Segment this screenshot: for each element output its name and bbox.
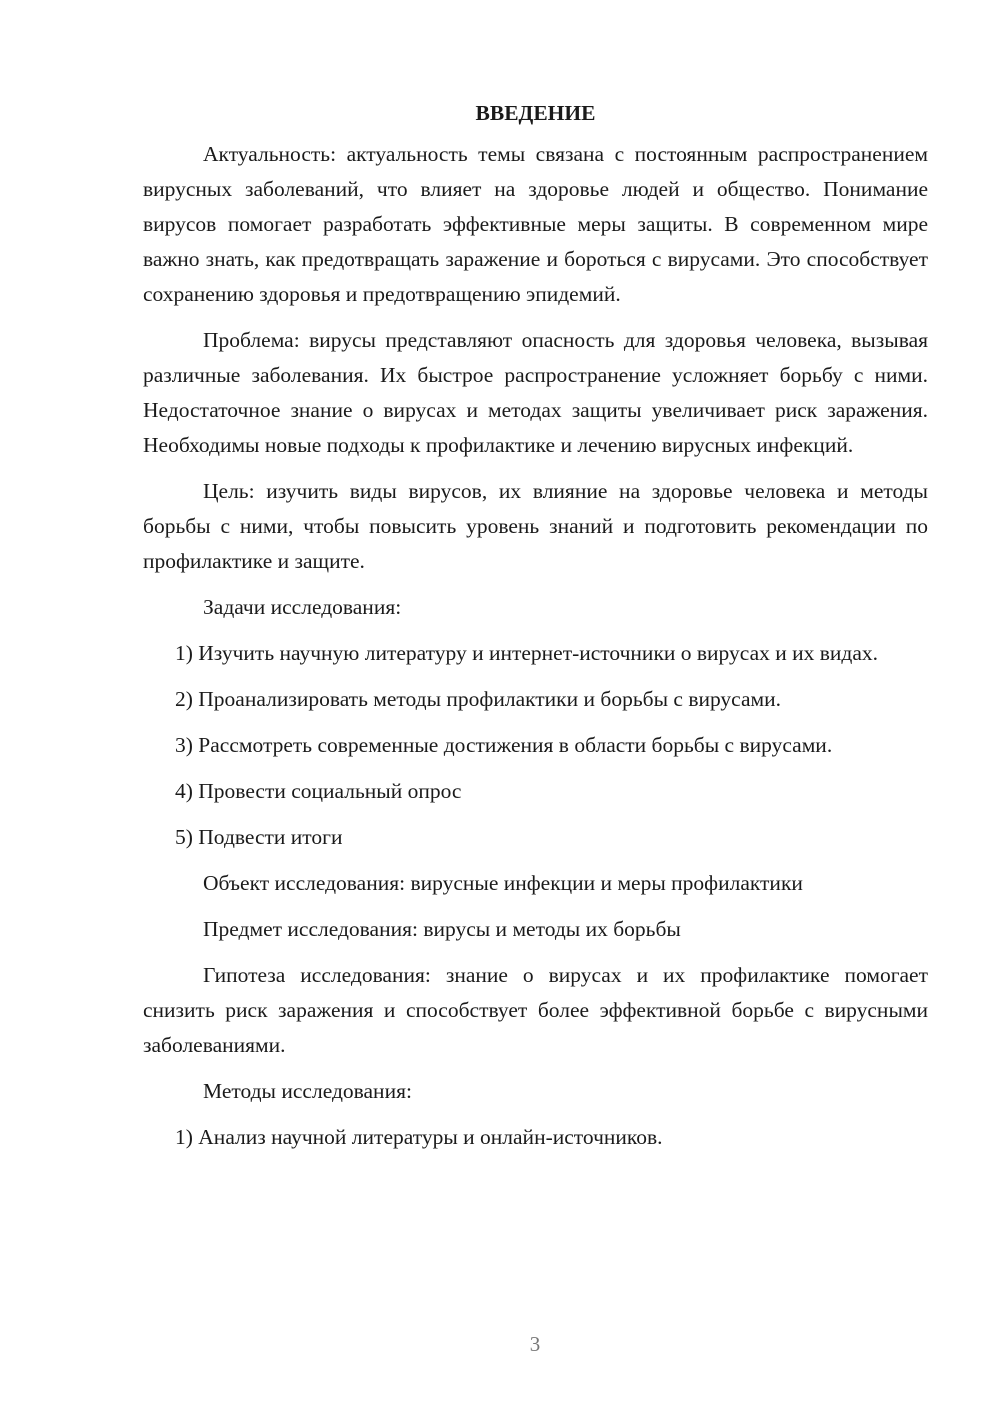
task-item: 4) Провести социальный опрос [175, 779, 462, 803]
research-hypothesis: Гипотеза исследования: знание о вирусах и их профилактике помогает снизить риск заражения и способствует более эффективной борьбе с вирусными заболеваниями. [143, 963, 928, 1057]
section-title: ВВЕДЕНИЕ [475, 101, 596, 125]
research-object: Объект исследования: вирусные инфекции и меры профилактики [203, 871, 803, 895]
relevance-paragraph: Актуальность: актуальность темы связана с постоянным распространением вирусных заболеваний, что влияет на здоровье людей и общество. Понимание вирусов помогает разработать эффективные меры защиты. В современном мире важно знать, как предотвращать заражение и бороться с вирусами. Это способствует сохранению здоровья и предотвращению эпидемий. [143, 142, 928, 306]
task-item: 2) Проанализировать методы профилактики и борьбы с вирусами. [175, 687, 782, 711]
page-number: 3 [529, 1332, 541, 1356]
methods-heading: Методы исследования: [203, 1079, 412, 1103]
goal-paragraph: Цель: изучить виды вирусов, их влияние на здоровье человека и методы борьбы с ними, чтобы повысить уровень знаний и подготовить рекомендации по профилактике и защите. [143, 479, 928, 573]
task-item: 5) Подвести итоги [175, 825, 343, 849]
problem-paragraph: Проблема: вирусы представляют опасность для здоровья человека, вызывая различные заболевания. Их быстрое распространение усложняет борьбу с ними. Недостаточное знание о вирусах и методах защиты увеличивает риск заражения. Необходимы новые подходы к профилактике и лечению вирусных инфекций. [143, 328, 928, 457]
tasks-heading: Задачи исследования: [203, 595, 402, 619]
page-content [143, 96, 928, 1166]
method-item: 1) Анализ научной литературы и онлайн-источников. [175, 1125, 663, 1149]
task-item: 1) Изучить научную литературу и интернет-источники о вирусах и их видах. [175, 641, 879, 665]
task-item: 3) Рассмотреть современные достижения в области борьбы с вирусами. [175, 733, 833, 757]
research-subject: Предмет исследования: вирусы и методы их борьбы [203, 917, 681, 941]
